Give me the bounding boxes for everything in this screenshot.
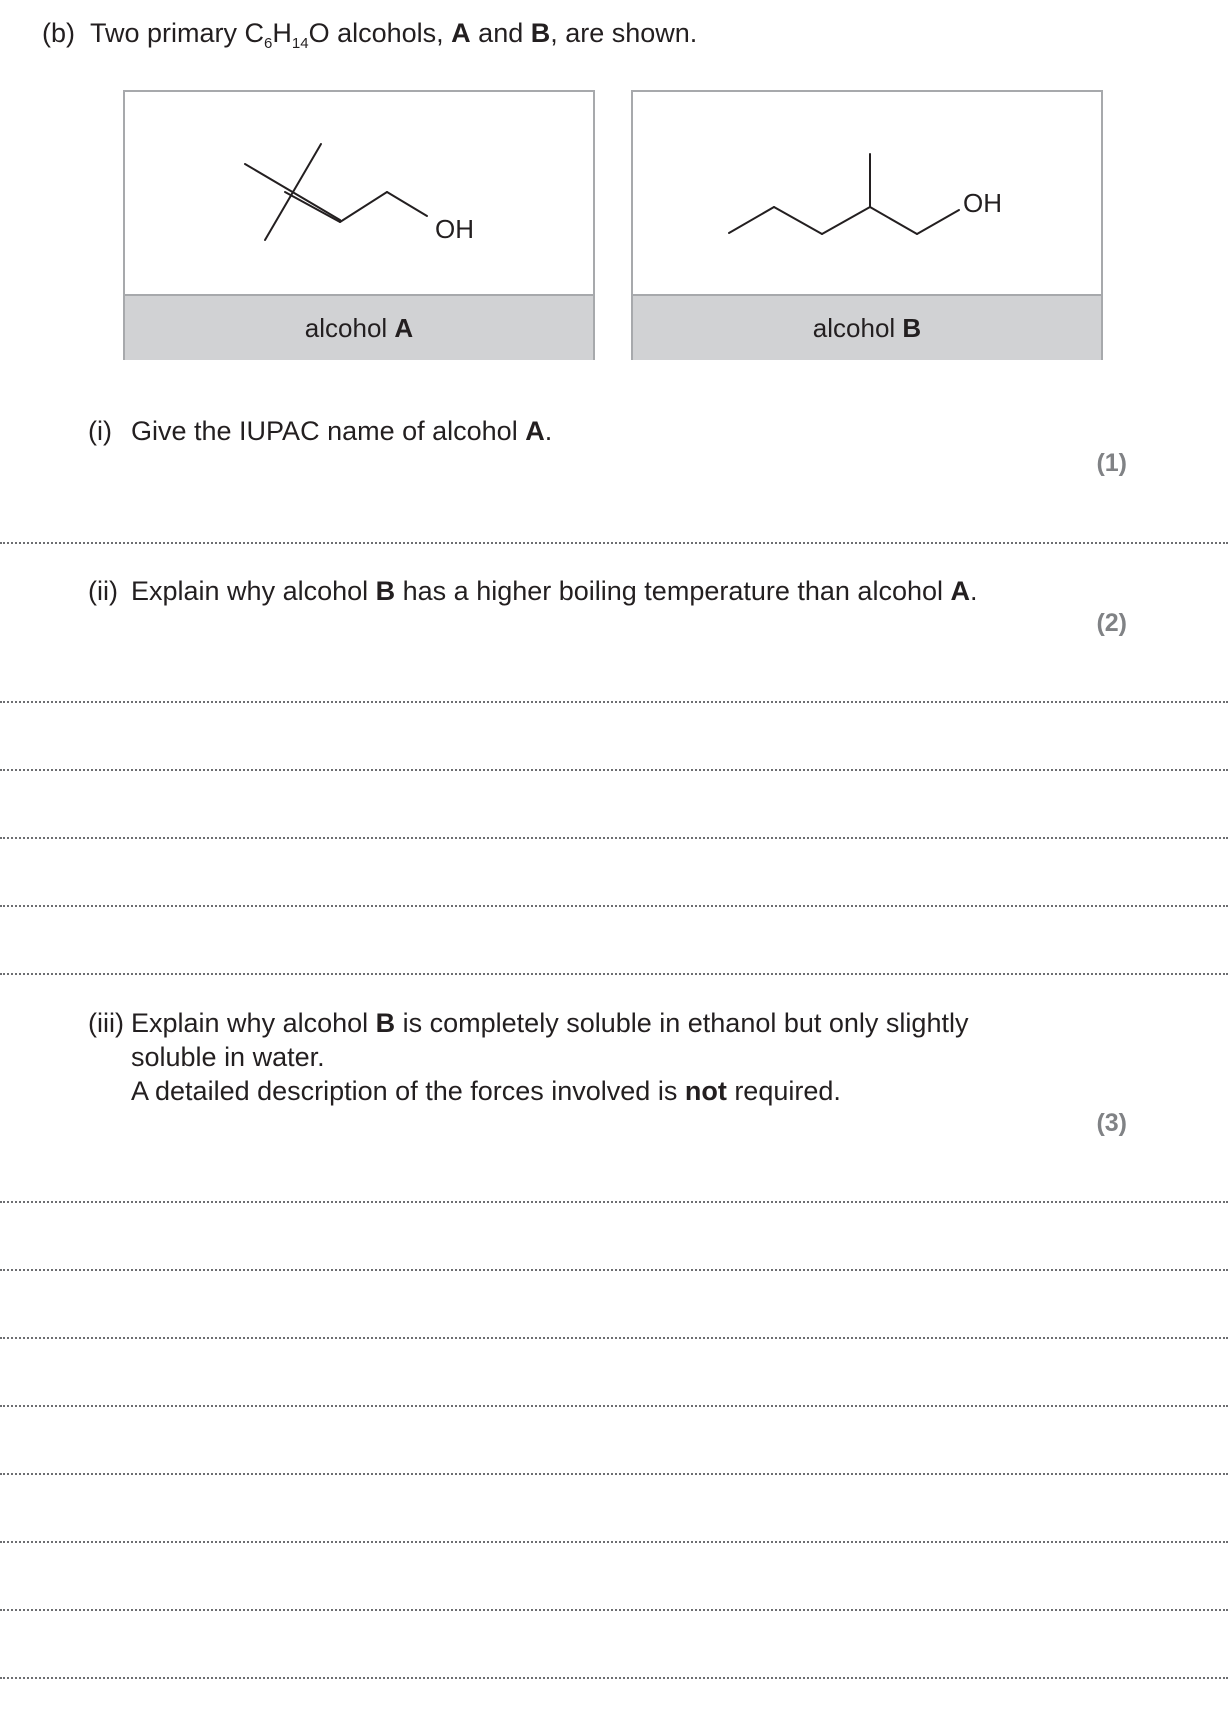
question-text: [131, 414, 552, 448]
question-bold-letter: B: [375, 1008, 396, 1038]
question-bold-word: not: [684, 1076, 727, 1106]
question-text-post: .: [970, 576, 978, 606]
bond: [265, 144, 321, 240]
bond: [870, 207, 917, 234]
question-text-post: is completely soluble in ethanol but only slightly: [395, 1008, 969, 1038]
question-text: [131, 1006, 968, 1108]
bond: [340, 192, 387, 222]
intro-text-post: , are shown.: [550, 18, 698, 48]
question-text-post: required.: [726, 1076, 841, 1106]
part-label: (b): [42, 18, 75, 48]
hydroxyl-label: OH: [963, 188, 1002, 218]
formula-hydrogen: H: [272, 18, 292, 48]
answer-line[interactable]: [0, 701, 1228, 703]
answer-line[interactable]: [0, 1337, 1228, 1339]
intro-letter-b: B: [530, 18, 551, 48]
question-line-2: soluble in water.: [131, 1042, 325, 1072]
question-text: [131, 574, 978, 608]
formula-oxygen: O: [308, 18, 330, 48]
question-text-pre: Explain why alcohol: [131, 576, 376, 606]
bond: [285, 192, 340, 222]
answer-line[interactable]: [0, 1201, 1228, 1203]
question-number: (ii): [88, 576, 118, 606]
bond: [387, 192, 427, 216]
bond: [729, 207, 774, 233]
question-text-pre: A detailed description of the forces involved is: [131, 1076, 685, 1106]
intro-text-mid: alcohols,: [329, 18, 452, 48]
intro-text-pre: Two primary: [90, 18, 245, 48]
skeletal-formula-alcohol-b: [633, 92, 1101, 294]
caption-text: alcohol: [812, 312, 896, 343]
question-intro: [42, 18, 697, 52]
answer-line[interactable]: [0, 1609, 1228, 1611]
question-line-3: [131, 1074, 968, 1108]
answer-line[interactable]: [0, 1677, 1228, 1679]
marks-badge-i: (1): [1096, 449, 1127, 477]
answer-line[interactable]: [0, 973, 1228, 975]
intro-and: and: [470, 18, 531, 48]
bond: [917, 210, 959, 234]
caption-letter: A: [394, 312, 414, 343]
intro-letter-a: A: [451, 18, 471, 48]
caption-alcohol-b: [633, 294, 1101, 360]
question-line-1: [131, 1006, 968, 1040]
bond: [774, 207, 822, 234]
formula-carbon-count: 6: [264, 35, 273, 52]
question-number: (iii): [88, 1008, 124, 1038]
answer-line[interactable]: [0, 542, 1228, 544]
structure-box-alcohol-a: [123, 90, 595, 360]
answer-line[interactable]: [0, 1405, 1228, 1407]
answer-line[interactable]: [0, 905, 1228, 907]
answer-line[interactable]: [0, 1541, 1228, 1543]
question-text-pre: Give the IUPAC name of alcohol: [131, 416, 526, 446]
question-text-pre: Explain why alcohol: [131, 1008, 376, 1038]
bond: [822, 207, 870, 234]
hydroxyl-label: OH: [435, 214, 474, 244]
question-bold-letter: A: [950, 576, 970, 606]
answer-line[interactable]: [0, 837, 1228, 839]
answer-line[interactable]: [0, 1269, 1228, 1271]
caption-alcohol-a: [125, 294, 593, 360]
caption-letter: B: [902, 312, 922, 343]
question-text-post: .: [544, 416, 553, 446]
question-number: (i): [88, 416, 112, 446]
question-bold-letter: A: [525, 416, 545, 446]
skeletal-formula-alcohol-a: [125, 92, 593, 294]
molecular-formula: [244, 18, 330, 52]
structure-box-alcohol-b: [631, 90, 1103, 360]
answer-line[interactable]: [0, 769, 1228, 771]
question-text-mid: has a higher boiling temperature than alcohol: [395, 576, 951, 606]
answer-line[interactable]: [0, 1473, 1228, 1475]
formula-hydrogen-count: 14: [291, 35, 309, 52]
marks-badge-ii: (2): [1096, 609, 1127, 637]
question-bold-letter: B: [375, 576, 396, 606]
caption-text: alcohol: [304, 312, 388, 343]
formula-carbon: C: [244, 18, 265, 48]
marks-badge-iii: (3): [1096, 1109, 1127, 1137]
